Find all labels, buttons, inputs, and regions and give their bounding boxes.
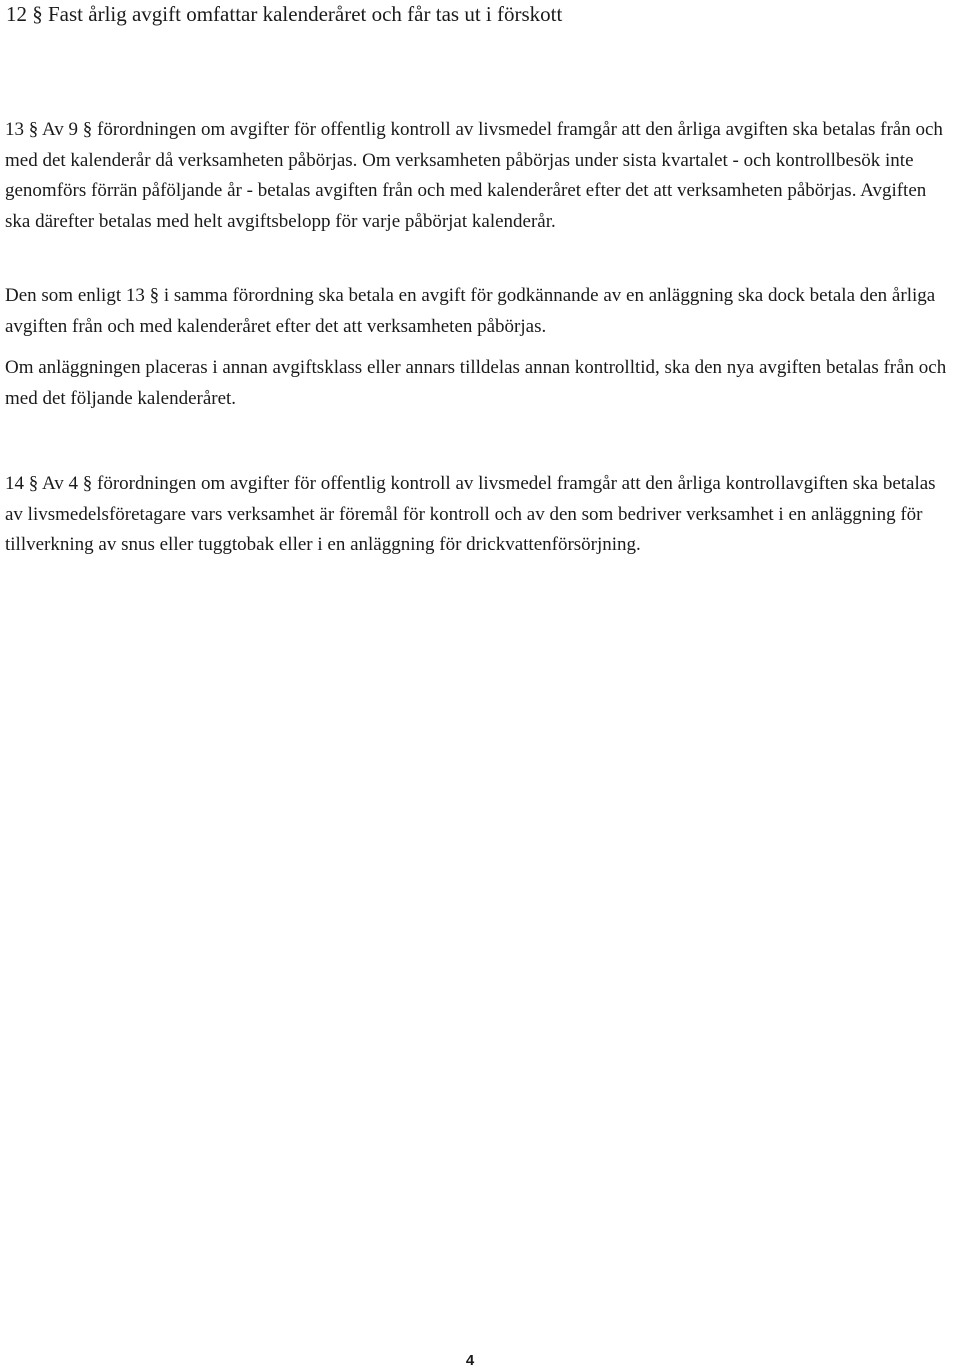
paragraph-class-change: Om anläggningen placeras i annan avgiftsklass eller annars tilldelas annan kontrolltid, ska den nya avgiften betalas från och med det följande kalenderåret. — [5, 357, 947, 409]
section-heading: 12 § Fast årlig avgift omfattar kalenderåret och får tas ut i förskott — [6, 2, 563, 26]
paragraph-13-annual-fee: 13 § Av 9 § förordningen om avgifter för offentlig kontroll av livsmedel framgår att den årliga avgiften ska betalas från och med det kalenderår då verksamheten påbörjas. Om verksamheten påbörjas under sista kvartalet - och kontrollbesök inte genomförs förrän påföljande år - betalas avgiften från och med kalenderåret efter det att verksamheten påbörjas. Avgiften ska därefter betalas med helt avgiftsbelopp för varje påbörjat kalenderår. — [5, 119, 943, 232]
paragraph-14-payer: 14 § Av 4 § förordningen om avgifter för offentlig kontroll av livsmedel framgår att den årliga kontrollavgiften ska betalas av livsmedelsföretagare vars verksamhet är föremål för kontroll och av den som bedriver verksamhet i en anläggning för tillverkning av snus eller tuggtobak eller i en anläggning för drickvattenförsörjning. — [5, 473, 936, 556]
paragraph-approval-exception: Den som enligt 13 § i samma förordning ska betala en avgift för godkännande av en anläggning ska dock betala den årliga avgiften från och med kalenderåret efter det att verksamheten påbörjas. — [5, 285, 936, 337]
page-number: 4 — [465, 1352, 475, 1369]
